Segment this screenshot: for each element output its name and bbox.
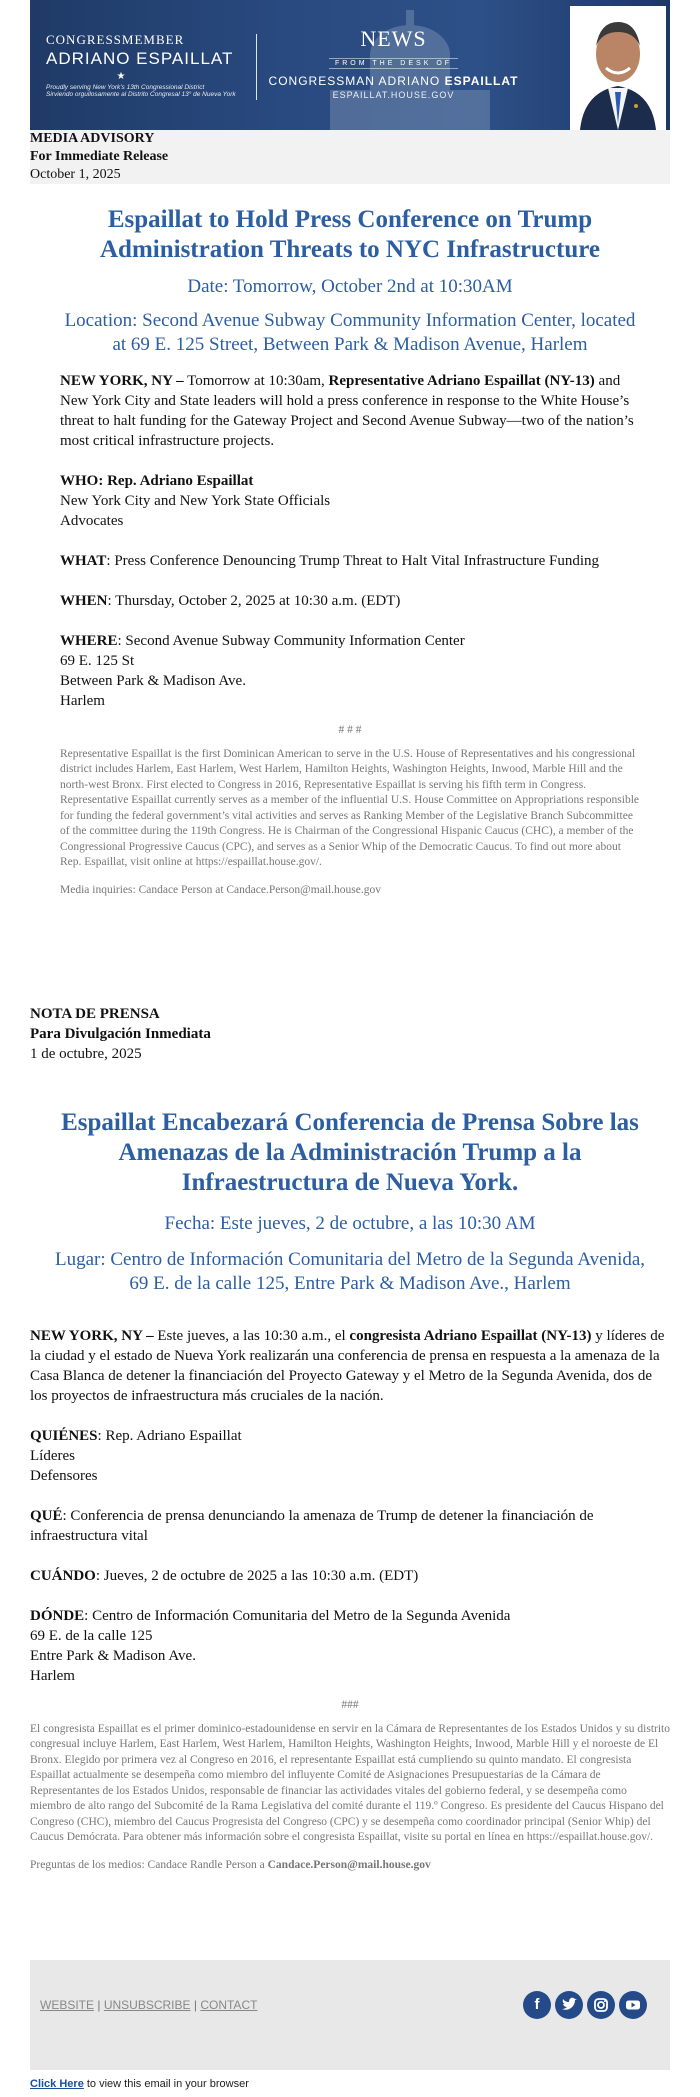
unsubscribe-link[interactable]: UNSUBSCRIBE	[103, 1998, 191, 2012]
facebook-icon[interactable]: f	[523, 1991, 551, 2019]
who-block-es	[30, 1426, 670, 1486]
star-icon: ★	[116, 71, 126, 82]
headline-en: Espaillat to Hold Press Conference on Trump Administration Threats to NYC Infrastructure	[100, 206, 600, 263]
what-text-en: : Press Conference Denouncing Trump Threat to Halt Vital Infrastructure Funding	[106, 553, 600, 569]
instagram-icon[interactable]	[587, 1991, 615, 2019]
view-in-browser-text: to view this email in your browser	[83, 2078, 249, 2090]
advisory-header-es	[30, 1004, 211, 1064]
where-line4-en: Harlem	[60, 693, 105, 709]
location-line-es: Lugar: Centro de Información Comunitaria del Metro de la Segunda Avenida, 69 E. de la calle 125, Entre Park & Madison Ave., Harlem	[54, 1249, 646, 1294]
where-line2-es: 69 E. de la calle 125	[30, 1628, 153, 1644]
separator-es: ###	[341, 1699, 359, 1711]
who-line2-es: Líderes	[30, 1448, 75, 1464]
website-link[interactable]: WEBSITE	[40, 1998, 95, 2012]
release-date-es: 1 de octubre, 2025	[30, 1046, 142, 1062]
lead-rep-en: Representative Adriano Espaillat (NY-13)	[328, 373, 595, 389]
what-text-es: : Conferencia de prensa denunciando la amenaza de Trump de detener la financiación de infraestructura vital	[30, 1508, 594, 1544]
media-inquiries-prefix-es: Preguntas de los medios: Candace Randle Person a	[30, 1858, 268, 1871]
who-line3-en: Advocates	[60, 513, 124, 529]
date-line-en: Date: Tomorrow, October 2nd at 10:30AM	[187, 276, 513, 297]
lead-paragraph-es	[30, 1326, 670, 1406]
release-date: October 1, 2025	[30, 167, 121, 182]
lead-text-2-es: y líderes de la ciudad y el estado de Nueva York realizarán una conferencia de prensa en respuesta a la amenaza de la Casa Blanca de detener la financiación del Proyecto Gateway y el Metro de la Segunda Avenida, dos de los proyectos de infraestructura más cruciales de la nación.	[30, 1328, 665, 1404]
lead-text-2-en: and New York City and State leaders will hold a press conference in response to the White House’s threat to halt funding for the Gateway Project and Second Avenue Subway—two of the nation’s most critical infrastructure projects.	[60, 373, 634, 449]
when-text-en: : Thursday, October 2, 2025 at 10:30 a.m. (EDT)	[107, 593, 401, 609]
who-label-en: WHO: Rep. Adriano Espaillat	[60, 473, 254, 489]
where-line3-en: Between Park & Madison Ave.	[60, 673, 246, 689]
footer-separator: |	[97, 1998, 101, 2012]
banner-name: ADRIANO ESPAILLAT	[46, 49, 234, 68]
spanish-body	[30, 1108, 670, 1873]
where-block-en	[60, 631, 640, 711]
divulgacion-label: Para Divulgación Inmediata	[30, 1026, 211, 1042]
what-block-en	[60, 551, 640, 571]
where-text-es: : Centro de Información Comunitaria del Metro de la Segunda Avenida	[84, 1608, 511, 1624]
click-here-link[interactable]: Click Here	[30, 2078, 84, 2090]
header-banner	[30, 0, 670, 130]
bio-en: Representative Espaillat is the first Dominican American to serve in the U.S. House of Representatives and his congressional district includes Harlem, East Harlem, West Harlem, Hamilton Heights, Washington Heights, Inwood, Marble Hill and the north-west Bronx. First elected to Congress in 2016, Representative Espaillat is serving his fifth term in Congress. Representative Espaillat currently serves as a member of the influential U.S. House Committee on Appropriations responsible for funding the federal government’s vital activities and serves as Ranking Member of the Legislative Branch Subcommittee of the committee during the 119th Congress. He is Chairman of the Congressional Hispanic Caucus (CHC), a member of the Congressional Progressive Caucus (CPC), and serves as a Senior Whip of the Democratic Caucus. To find out more about Rep. Espaillat, visit online at https://espaillat.house.gov/.	[60, 747, 640, 868]
banner-divider	[256, 34, 257, 100]
when-text-es: : Jueves, 2 de octubre de 2025 a las 10:30 a.m. (EDT)	[95, 1568, 419, 1584]
where-label-en: WHERE	[60, 633, 118, 649]
banner-website: ESPAILLAT.HOUSE.GOV	[332, 90, 455, 100]
banner-from-desk: FROM THE DESK OF	[329, 58, 458, 69]
youtube-icon[interactable]	[619, 1991, 647, 2019]
lead-paragraph-en	[60, 371, 640, 451]
media-advisory-label: MEDIA ADVISORY	[30, 131, 155, 146]
lead-text-1-en: Tomorrow at 10:30am,	[183, 373, 329, 389]
who-line3-es: Defensores	[30, 1468, 98, 1484]
banner-congressman-prefix: CONGRESSMAN ADRIANO	[268, 74, 441, 88]
lead-text-1-es: Este jueves, a las 10:30 a.m., el	[153, 1328, 350, 1344]
nota-de-prensa-label: NOTA DE PRENSA	[30, 1006, 160, 1022]
when-label-en: WHEN	[60, 593, 108, 609]
banner-congressmember-block	[46, 32, 246, 98]
bio-es: El congresista Espaillat es el primer dominico-estadounidense en servir en la Cámara de Representantes de los Estados Unidos y su distrito congresual incluye Harlem, East Harlem, West Harlem, Hamilton Heights, Washington Heights, Inwood, Marble Hill y el noroeste de El Bronx. Elegido por primera vez al Congreso en 2016, el representante Espaillat está cumpliendo su quinto mandato. El congresista Espaillat actualmente se desempeña como miembro del influyente Comité de Asignaciones Presupuestarias de la Cámara de Representantes de los Estados Unidos, responsable de financiar las actividades vitales del gobierno federal, y se desempeña como miembro de alto rango del Subcomité de la Rama Legislativa del comité durante el 119.º Congreso. Es presidente del Caucus Hispano del Congreso (CHC), miembro del Caucus Progresista del Congreso (CPC) y se desempeña como coordinador principal (Senior Whip) del Caucus Demócrata. Para obtener más información sobre el congresista Espaillat, visite su portal en línea en https://espaillat.house.gov/.	[30, 1722, 671, 1843]
english-body	[60, 205, 640, 898]
when-label-es: CUÁNDO	[30, 1568, 96, 1584]
release-label: For Immediate Release	[30, 149, 169, 164]
lead-rep-es: congresista Adriano Espaillat (NY-13)	[349, 1328, 592, 1344]
media-inquiries-en: Media inquiries: Candace Person at Candace.Person@mail.house.gov	[60, 883, 382, 896]
who-label-es: QUIÉNES	[30, 1428, 98, 1444]
where-block-es	[30, 1606, 670, 1686]
where-line3-es: Entre Park & Madison Ave.	[30, 1648, 196, 1664]
who-block-en	[60, 471, 640, 531]
banner-tagline-en: Proudly serving New York's 13th Congressional District	[46, 84, 205, 91]
date-line-es: Fecha: Este jueves, 2 de octubre, a las 10:30 AM	[164, 1213, 536, 1234]
when-block-es	[30, 1566, 670, 1586]
contact-link[interactable]: CONTACT	[200, 1998, 258, 2012]
where-label-es: DÓNDE	[30, 1608, 85, 1624]
twitter-icon[interactable]	[555, 1991, 583, 2019]
headline-es: Espaillat Encabezará Conferencia de Prensa Sobre las Amenazas de la Administración Trump a la Infraestructura de Nueva York.	[61, 1109, 639, 1196]
banner-congressmember-label: CONGRESSMEMBER	[46, 32, 185, 47]
banner-news-title: NEWS	[360, 26, 427, 51]
separator-en: # # #	[338, 724, 362, 736]
advisory-header-en	[30, 130, 168, 184]
where-line2-en: 69 E. 125 St	[60, 653, 135, 669]
portrait-photo	[570, 6, 666, 130]
view-in-browser	[30, 2078, 249, 2090]
what-label-en: WHAT	[60, 553, 107, 569]
banner-tagline-es: Sirviendo orgullosamente al Distrito Congresal 13° de Nueva York	[46, 91, 236, 98]
location-line-en: Location: Second Avenue Subway Community Information Center, located at 69 E. 125 Street, Between Park & Madison Avenue, Harlem	[64, 310, 636, 355]
footer-separator: |	[193, 1998, 197, 2012]
what-label-es: QUÉ	[30, 1508, 63, 1524]
when-block-en	[60, 591, 640, 611]
who-line2-en: New York City and New York State Officials	[60, 493, 331, 509]
who-text-es: : Rep. Adriano Espaillat	[97, 1428, 242, 1444]
what-block-es	[30, 1506, 670, 1546]
lead-dateline-es: NEW YORK, NY –	[30, 1328, 154, 1344]
where-text-en: : Second Avenue Subway Community Information Center	[117, 633, 465, 649]
media-email-es: Candace.Person@mail.house.gov	[267, 1858, 431, 1871]
banner-news-block	[266, 26, 521, 100]
lead-dateline-en: NEW YORK, NY –	[60, 373, 184, 389]
footer-links	[40, 1998, 257, 2012]
banner-congressman-surname: ESPAILLAT	[444, 74, 519, 88]
where-line4-es: Harlem	[30, 1668, 75, 1684]
media-inquiries-es	[30, 1858, 670, 1874]
banner-congressman	[266, 74, 521, 88]
